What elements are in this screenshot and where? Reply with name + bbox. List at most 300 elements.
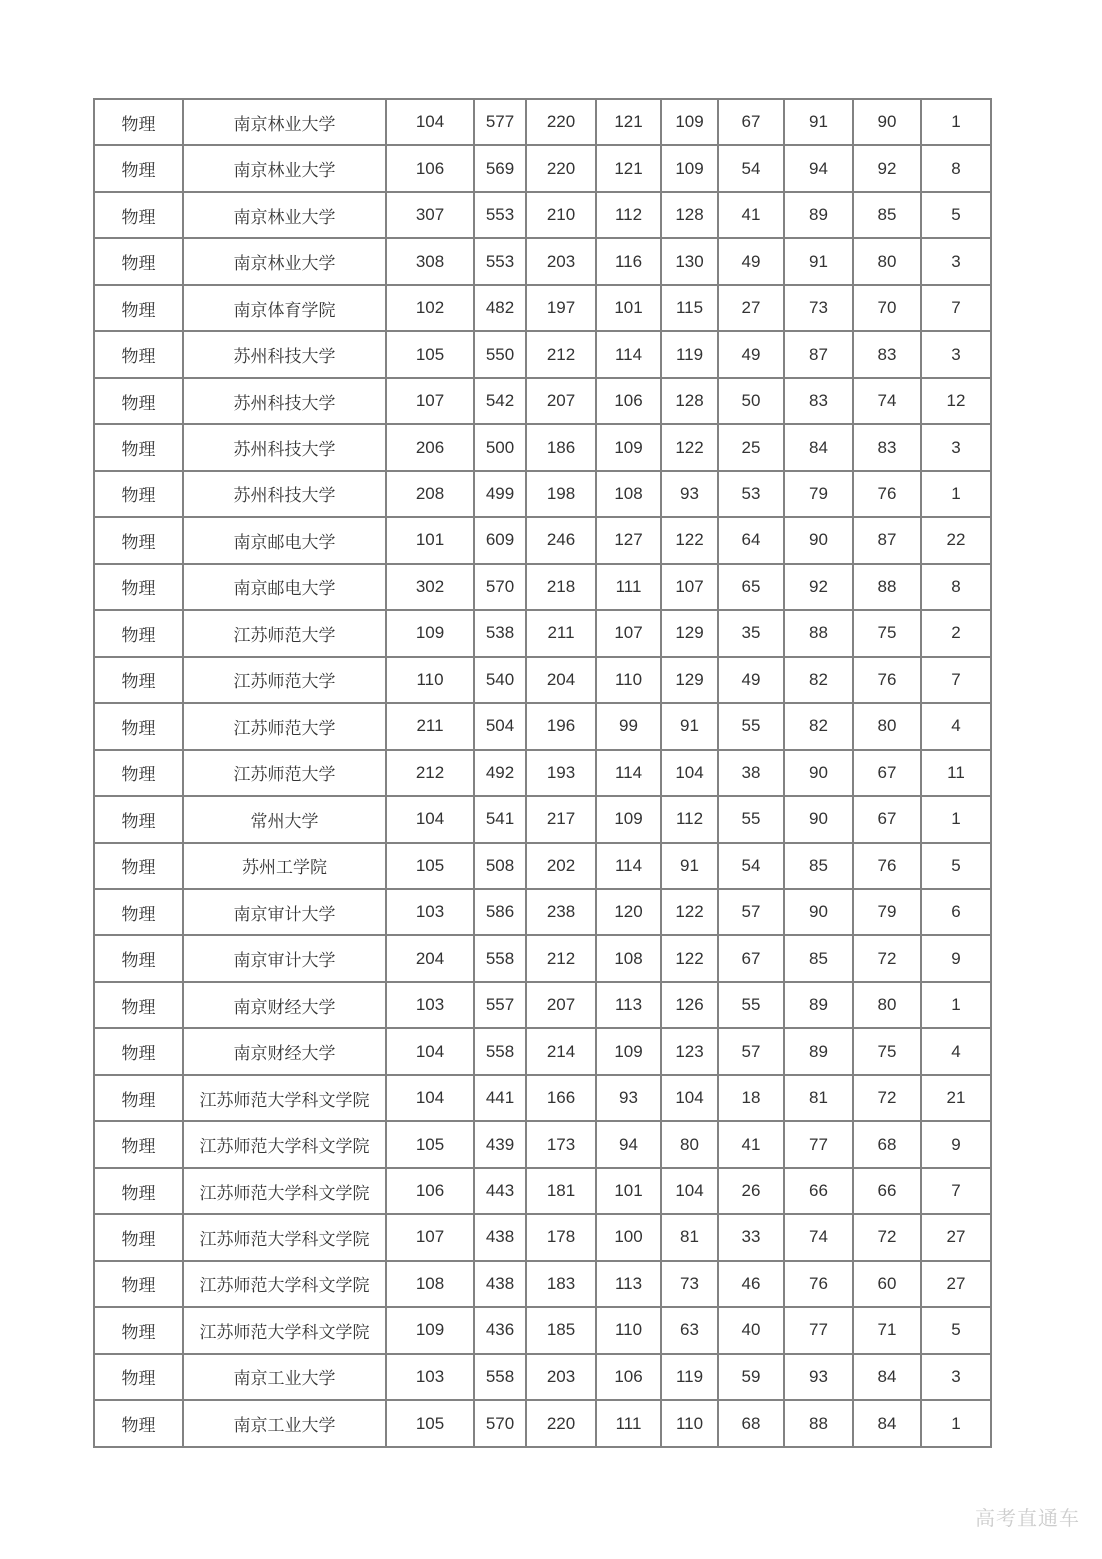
table-cell: 211	[526, 610, 596, 656]
table-cell: 南京林业大学	[183, 99, 386, 145]
table-cell: 121	[596, 145, 661, 191]
table-cell: 3	[921, 238, 991, 284]
table-cell: 74	[853, 378, 921, 424]
table-cell: 27	[921, 1261, 991, 1307]
table-row	[94, 378, 991, 424]
table-cell: 77	[784, 1121, 853, 1167]
table-cell: 106	[596, 1354, 661, 1400]
table-cell: 72	[853, 1214, 921, 1260]
table-cell: 物理	[94, 1261, 183, 1307]
table-row	[94, 145, 991, 191]
table-cell: 81	[661, 1214, 718, 1260]
table-cell: 218	[526, 564, 596, 610]
table-cell: 物理	[94, 238, 183, 284]
table-cell: 1	[921, 796, 991, 842]
table-cell: 109	[661, 145, 718, 191]
table-cell: 南京林业大学	[183, 145, 386, 191]
table-cell: 122	[661, 424, 718, 470]
table-cell: 66	[853, 1168, 921, 1214]
table-cell: 91	[661, 703, 718, 749]
table-cell: 109	[596, 796, 661, 842]
table-cell: 38	[718, 750, 784, 796]
table-cell: 江苏师范大学	[183, 657, 386, 703]
table-row	[94, 610, 991, 656]
table-cell: 89	[784, 192, 853, 238]
table-cell: 542	[474, 378, 526, 424]
table-cell: 198	[526, 471, 596, 517]
table-cell: 江苏师范大学科文学院	[183, 1121, 386, 1167]
table-cell: 84	[784, 424, 853, 470]
table-cell: 江苏师范大学科文学院	[183, 1168, 386, 1214]
table-cell: 81	[784, 1075, 853, 1121]
table-cell: 22	[921, 517, 991, 563]
table-cell: 物理	[94, 1168, 183, 1214]
table-row	[94, 703, 991, 749]
table-cell: 105	[386, 1400, 474, 1447]
table-cell: 107	[661, 564, 718, 610]
table-cell: 67	[853, 750, 921, 796]
table-cell: 物理	[94, 843, 183, 889]
score-table-body	[94, 99, 991, 1447]
table-cell: 物理	[94, 796, 183, 842]
table-row	[94, 796, 991, 842]
admission-score-table	[93, 98, 992, 1448]
table-cell: 55	[718, 796, 784, 842]
table-cell: 35	[718, 610, 784, 656]
table-cell: 129	[661, 657, 718, 703]
table-row	[94, 424, 991, 470]
table-cell: 91	[661, 843, 718, 889]
table-cell: 202	[526, 843, 596, 889]
table-cell: 88	[853, 564, 921, 610]
table-cell: 106	[386, 1168, 474, 1214]
table-cell: 101	[596, 285, 661, 331]
table-cell: 江苏师范大学科文学院	[183, 1075, 386, 1121]
table-cell: 物理	[94, 657, 183, 703]
table-cell: 109	[386, 610, 474, 656]
table-cell: 553	[474, 238, 526, 284]
table-cell: 物理	[94, 1354, 183, 1400]
table-cell: 49	[718, 657, 784, 703]
table-cell: 220	[526, 99, 596, 145]
table-cell: 南京体育学院	[183, 285, 386, 331]
table-cell: 41	[718, 192, 784, 238]
table-cell: 114	[596, 750, 661, 796]
table-cell: 9	[921, 935, 991, 981]
table-cell: 123	[661, 1028, 718, 1074]
table-cell: 物理	[94, 285, 183, 331]
table-cell: 68	[853, 1121, 921, 1167]
table-cell: 111	[596, 564, 661, 610]
table-cell: 82	[784, 703, 853, 749]
table-cell: 438	[474, 1214, 526, 1260]
table-row	[94, 285, 991, 331]
table-cell: 207	[526, 378, 596, 424]
table-cell: 物理	[94, 1400, 183, 1447]
table-cell: 物理	[94, 935, 183, 981]
table-cell: 114	[596, 331, 661, 377]
table-cell: 183	[526, 1261, 596, 1307]
table-row	[94, 1121, 991, 1167]
table-cell: 166	[526, 1075, 596, 1121]
table-cell: 93	[784, 1354, 853, 1400]
table-cell: 72	[853, 935, 921, 981]
table-cell: 90	[784, 750, 853, 796]
table-cell: 80	[853, 982, 921, 1028]
table-cell: 75	[853, 610, 921, 656]
table-cell: 553	[474, 192, 526, 238]
table-cell: 204	[386, 935, 474, 981]
table-cell: 55	[718, 982, 784, 1028]
table-cell: 538	[474, 610, 526, 656]
table-cell: 108	[596, 935, 661, 981]
table-cell: 73	[784, 285, 853, 331]
table-cell: 119	[661, 331, 718, 377]
table-cell: 物理	[94, 1307, 183, 1353]
table-cell: 99	[596, 703, 661, 749]
table-cell: 南京林业大学	[183, 192, 386, 238]
table-cell: 104	[661, 750, 718, 796]
table-cell: 68	[718, 1400, 784, 1447]
table-cell: 80	[661, 1121, 718, 1167]
table-cell: 91	[784, 238, 853, 284]
table-cell: 物理	[94, 424, 183, 470]
table-cell: 116	[596, 238, 661, 284]
table-cell: 220	[526, 1400, 596, 1447]
table-cell: 5	[921, 843, 991, 889]
table-cell: 1	[921, 471, 991, 517]
table-cell: 104	[386, 796, 474, 842]
table-cell: 558	[474, 935, 526, 981]
table-cell: 3	[921, 331, 991, 377]
table-cell: 苏州工学院	[183, 843, 386, 889]
table-cell: 100	[596, 1214, 661, 1260]
table-cell: 73	[661, 1261, 718, 1307]
table-cell: 82	[784, 657, 853, 703]
table-cell: 49	[718, 331, 784, 377]
table-row	[94, 657, 991, 703]
table-cell: 88	[784, 1400, 853, 1447]
table-cell: 308	[386, 238, 474, 284]
table-row	[94, 935, 991, 981]
table-cell: 211	[386, 703, 474, 749]
table-cell: 109	[661, 99, 718, 145]
table-cell: 208	[386, 471, 474, 517]
table-cell: 5	[921, 1307, 991, 1353]
table-cell: 南京邮电大学	[183, 564, 386, 610]
table-cell: 438	[474, 1261, 526, 1307]
table-cell: 103	[386, 982, 474, 1028]
table-cell: 120	[596, 889, 661, 935]
table-cell: 59	[718, 1354, 784, 1400]
table-cell: 南京工业大学	[183, 1400, 386, 1447]
table-row	[94, 1307, 991, 1353]
table-cell: 80	[853, 238, 921, 284]
table-cell: 77	[784, 1307, 853, 1353]
table-cell: 85	[784, 843, 853, 889]
table-cell: 57	[718, 1028, 784, 1074]
table-cell: 49	[718, 238, 784, 284]
table-cell: 126	[661, 982, 718, 1028]
table-cell: 112	[596, 192, 661, 238]
table-cell: 88	[784, 610, 853, 656]
table-cell: 570	[474, 564, 526, 610]
table-cell: 南京审计大学	[183, 935, 386, 981]
table-cell: 物理	[94, 378, 183, 424]
table-cell: 80	[853, 703, 921, 749]
table-cell: 128	[661, 192, 718, 238]
table-cell: 550	[474, 331, 526, 377]
table-cell: 50	[718, 378, 784, 424]
table-cell: 103	[386, 1354, 474, 1400]
table-cell: 106	[386, 145, 474, 191]
table-cell: 104	[386, 99, 474, 145]
table-cell: 204	[526, 657, 596, 703]
table-cell: 7	[921, 285, 991, 331]
table-cell: 558	[474, 1354, 526, 1400]
table-cell: 110	[661, 1400, 718, 1447]
table-cell: 18	[718, 1075, 784, 1121]
table-cell: 110	[386, 657, 474, 703]
table-cell: 4	[921, 1028, 991, 1074]
table-cell: 128	[661, 378, 718, 424]
table-cell: 212	[526, 331, 596, 377]
table-cell: 4	[921, 703, 991, 749]
table-cell: 物理	[94, 750, 183, 796]
table-cell: 90	[853, 99, 921, 145]
table-cell: 84	[853, 1354, 921, 1400]
watermark-text: 高考直通车	[975, 1508, 1080, 1530]
table-row	[94, 331, 991, 377]
table-row	[94, 517, 991, 563]
table-cell: 南京审计大学	[183, 889, 386, 935]
table-cell: 540	[474, 657, 526, 703]
table-cell: 436	[474, 1307, 526, 1353]
table-cell: 1	[921, 982, 991, 1028]
table-cell: 122	[661, 889, 718, 935]
table-cell: 55	[718, 703, 784, 749]
table-cell: 11	[921, 750, 991, 796]
table-cell: 185	[526, 1307, 596, 1353]
table-cell: 105	[386, 843, 474, 889]
table-cell: 109	[596, 424, 661, 470]
table-cell: 104	[386, 1028, 474, 1074]
table-cell: 441	[474, 1075, 526, 1121]
table-cell: 2	[921, 610, 991, 656]
table-cell: 江苏师范大学	[183, 703, 386, 749]
table-cell: 79	[784, 471, 853, 517]
table-cell: 物理	[94, 610, 183, 656]
table-cell: 物理	[94, 1121, 183, 1167]
table-cell: 104	[661, 1168, 718, 1214]
table-cell: 南京林业大学	[183, 238, 386, 284]
table-cell: 1	[921, 99, 991, 145]
table-cell: 569	[474, 145, 526, 191]
table-cell: 246	[526, 517, 596, 563]
table-cell: 307	[386, 192, 474, 238]
table-cell: 8	[921, 145, 991, 191]
table-cell: 83	[853, 424, 921, 470]
table-cell: 物理	[94, 1214, 183, 1260]
table-cell: 212	[526, 935, 596, 981]
table-row	[94, 982, 991, 1028]
table-cell: 114	[596, 843, 661, 889]
table-cell: 3	[921, 424, 991, 470]
table-row	[94, 889, 991, 935]
table-cell: 物理	[94, 192, 183, 238]
table-cell: 101	[386, 517, 474, 563]
table-row	[94, 99, 991, 145]
table-cell: 206	[386, 424, 474, 470]
table-cell: 108	[386, 1261, 474, 1307]
table-cell: 586	[474, 889, 526, 935]
table-cell: 203	[526, 238, 596, 284]
table-row	[94, 843, 991, 889]
table-cell: 109	[386, 1307, 474, 1353]
table-cell: 94	[784, 145, 853, 191]
table-cell: 南京邮电大学	[183, 517, 386, 563]
table-cell: 110	[596, 1307, 661, 1353]
table-row	[94, 1075, 991, 1121]
table-cell: 54	[718, 145, 784, 191]
table-cell: 79	[853, 889, 921, 935]
table-cell: 83	[853, 331, 921, 377]
table-cell: 87	[853, 517, 921, 563]
table-cell: 物理	[94, 99, 183, 145]
table-cell: 75	[853, 1028, 921, 1074]
table-cell: 207	[526, 982, 596, 1028]
table-cell: 物理	[94, 564, 183, 610]
table-cell: 64	[718, 517, 784, 563]
table-cell: 107	[596, 610, 661, 656]
table-cell: 109	[596, 1028, 661, 1074]
table-cell: 85	[853, 192, 921, 238]
table-cell: 物理	[94, 145, 183, 191]
table-cell: 217	[526, 796, 596, 842]
table-cell: 104	[661, 1075, 718, 1121]
table-cell: 76	[853, 843, 921, 889]
table-cell: 557	[474, 982, 526, 1028]
table-cell: 84	[853, 1400, 921, 1447]
table-cell: 65	[718, 564, 784, 610]
table-cell: 104	[386, 1075, 474, 1121]
table-row	[94, 1354, 991, 1400]
table-cell: 江苏师范大学	[183, 610, 386, 656]
table-cell: 33	[718, 1214, 784, 1260]
table-cell: 106	[596, 378, 661, 424]
table-cell: 25	[718, 424, 784, 470]
table-cell: 85	[784, 935, 853, 981]
table-cell: 76	[784, 1261, 853, 1307]
table-cell: 108	[596, 471, 661, 517]
table-cell: 92	[784, 564, 853, 610]
table-cell: 90	[784, 889, 853, 935]
table-cell: 41	[718, 1121, 784, 1167]
table-row	[94, 1214, 991, 1260]
table-cell: 83	[784, 378, 853, 424]
table-cell: 9	[921, 1121, 991, 1167]
table-row	[94, 471, 991, 517]
table-cell: 93	[596, 1075, 661, 1121]
table-row	[94, 564, 991, 610]
table-cell: 66	[784, 1168, 853, 1214]
table-cell: 苏州科技大学	[183, 378, 386, 424]
table-cell: 60	[853, 1261, 921, 1307]
table-cell: 121	[596, 99, 661, 145]
table-cell: 物理	[94, 517, 183, 563]
table-row	[94, 238, 991, 284]
table-cell: 72	[853, 1075, 921, 1121]
table-cell: 113	[596, 1261, 661, 1307]
table-cell: 江苏师范大学	[183, 750, 386, 796]
table-cell: 541	[474, 796, 526, 842]
table-cell: 105	[386, 331, 474, 377]
table-cell: 6	[921, 889, 991, 935]
table-cell: 101	[596, 1168, 661, 1214]
table-cell: 67	[718, 935, 784, 981]
table-cell: 93	[661, 471, 718, 517]
table-cell: 492	[474, 750, 526, 796]
table-cell: 107	[386, 1214, 474, 1260]
table-cell: 210	[526, 192, 596, 238]
table-cell: 238	[526, 889, 596, 935]
table-cell: 203	[526, 1354, 596, 1400]
table-cell: 物理	[94, 982, 183, 1028]
table-cell: 570	[474, 1400, 526, 1447]
table-cell: 500	[474, 424, 526, 470]
table-cell: 53	[718, 471, 784, 517]
table-cell: 76	[853, 657, 921, 703]
table-cell: 115	[661, 285, 718, 331]
table-cell: 122	[661, 517, 718, 563]
table-cell: 90	[784, 517, 853, 563]
table-cell: 173	[526, 1121, 596, 1167]
table-cell: 103	[386, 889, 474, 935]
table-cell: 物理	[94, 1028, 183, 1074]
table-row	[94, 192, 991, 238]
table-cell: 21	[921, 1075, 991, 1121]
table-cell: 物理	[94, 703, 183, 749]
table-cell: 193	[526, 750, 596, 796]
table-cell: 212	[386, 750, 474, 796]
table-cell: 119	[661, 1354, 718, 1400]
table-cell: 7	[921, 657, 991, 703]
table-cell: 苏州科技大学	[183, 471, 386, 517]
table-cell: 南京工业大学	[183, 1354, 386, 1400]
table-cell: 63	[661, 1307, 718, 1353]
table-cell: 江苏师范大学科文学院	[183, 1214, 386, 1260]
table-cell: 苏州科技大学	[183, 331, 386, 377]
table-cell: 27	[921, 1214, 991, 1260]
table-cell: 122	[661, 935, 718, 981]
table-cell: 苏州科技大学	[183, 424, 386, 470]
table-cell: 3	[921, 1354, 991, 1400]
table-cell: 609	[474, 517, 526, 563]
table-cell: 186	[526, 424, 596, 470]
table-cell: 178	[526, 1214, 596, 1260]
table-cell: 92	[853, 145, 921, 191]
table-cell: 220	[526, 145, 596, 191]
table-cell: 江苏师范大学科文学院	[183, 1307, 386, 1353]
table-cell: 107	[386, 378, 474, 424]
table-cell: 南京财经大学	[183, 982, 386, 1028]
table-cell: 94	[596, 1121, 661, 1167]
table-cell: 物理	[94, 471, 183, 517]
table-cell: 197	[526, 285, 596, 331]
table-cell: 482	[474, 285, 526, 331]
table-cell: 181	[526, 1168, 596, 1214]
table-cell: 499	[474, 471, 526, 517]
